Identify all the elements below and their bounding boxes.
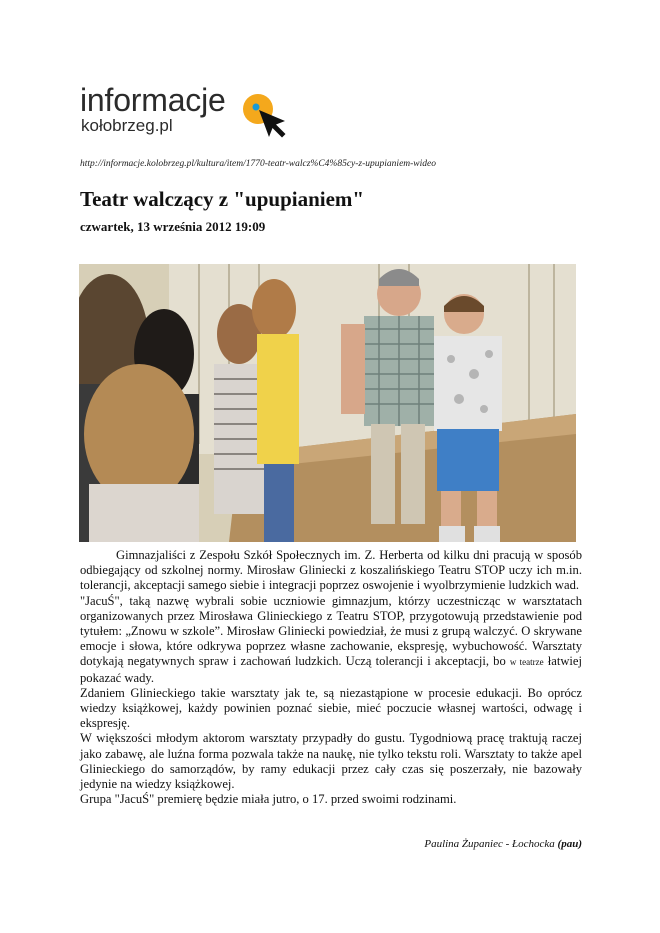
article-paragraph: Zdaniem Glinieckiego takie warsztaty jak te, są niezastąpione w procesie edukacji. Bo oprócz wiedzy książkowej, każdy powinien poznać siebie, mieć poczucie własnej wartości, odwagę i ekspresję. — [80, 685, 582, 731]
article-paragraph: Gimnazjaliści z Zespołu Szkół Społecznych im. Z. Herberta od kilku dni pracują w sposób odbiegający od szkolnej normy. Mirosław Gliniecki z koszalińskiego Teatru STOP uczy ich m.in. tolerancji, akceptacji samego siebie i integracji poprzez oswojenie i wyolbrzymienie ludzkich wad. — [80, 548, 582, 593]
logo-subtitle: kołobrzeg.pl — [81, 116, 173, 135]
article-body — [80, 548, 582, 807]
article-paragraph: Grupa "JacuŚ" premierę będzie miała jutro, o 17. przed swoimi rodzinami. — [80, 792, 457, 807]
article-small-text: w teatrze — [509, 657, 544, 668]
article-author — [380, 838, 582, 850]
article-paragraph — [80, 594, 582, 686]
logo-wordmark: informacje — [80, 82, 226, 118]
article-date: czwartek, 13 września 2012 19:09 — [80, 219, 266, 234]
photo-illustration — [79, 264, 576, 542]
article-paragraph-text: łatwiej pokazać wady. — [80, 654, 583, 685]
article-photo — [79, 264, 576, 542]
cursor-target-icon — [238, 92, 288, 142]
author-tag: (pau) — [557, 838, 582, 850]
site-logo[interactable] — [80, 84, 300, 144]
author-name: Paulina Żupaniec - Łochocka — [424, 838, 555, 850]
article-paragraph-text: "JacuŚ", taką nazwę wybrali sobie uczniowie gimnazjum, którzy uczestnicząc w warsztatach organizowanych przez Mirosława Glinieckiego z Teatru STOP, przygotowują przedstawienie pod tytułem: „Znowu w szkole”. Mirosław Gliniecki powiedział, że musi z grupą walczyć. O skrywane emocje i słowa, które odkrywa poprzez własne zachowanie, ekspresję, wybuchowość. Warsztaty dotykają negatywnych spraw i zachowań ludzkich. Uczą tolerancji i akceptacji, bo — [80, 593, 582, 669]
source-url[interactable]: http://informacje.kolobrzeg.pl/kultura/item/1770-teatr-walcz%C4%85cy-z-upupianiem-wideo — [80, 159, 437, 169]
article-title: Teatr walczący z "upupianiem" — [80, 187, 365, 211]
article-paragraph: W większości młodym aktorom warsztaty przypadły do gustu. Tygodniową pracę traktują raczej jako zabawę, ale luźna forma pozwala także na naukę, nie tylko tekstu roli. Warsztaty to także apel Glinieckiego do samorządów, by ramy edukacji przez cały czas się poszerzały, nie bazowały jedynie na wiedzy książkowej. — [80, 731, 582, 792]
